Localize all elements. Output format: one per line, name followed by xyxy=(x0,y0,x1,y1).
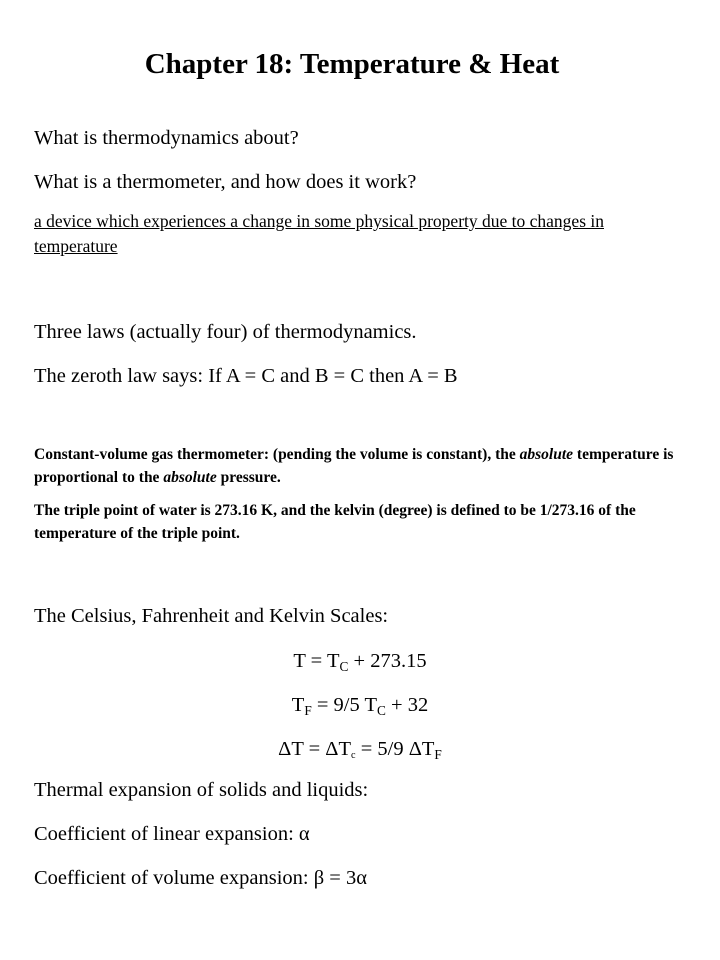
equation-delta: $\Delta T = \Delta T_c = 5/9$ $\Delta T_F$ xyxy=(278,738,442,762)
equation-fahrenheit: $T_F = 9/5$ $T_C + 32$ xyxy=(291,694,429,718)
three-laws-text: Three laws (actually four) of thermodynamics. xyxy=(34,321,417,343)
thermometer-definition: a device which experiences a change in some physical property due to changes in temperature xyxy=(34,211,604,256)
question-thermometer: What is a thermometer, and how does it work? xyxy=(34,171,417,193)
triple-point-text: The triple point of water is 273.16 K, and the kelvin (degree) is defined to be 1/273.16 of the temperature of the triple point. xyxy=(34,502,636,542)
zeroth-law-text: The zeroth law says: If A = C and B = C then A = B xyxy=(34,365,458,387)
thermal-expansion-heading: Thermal expansion of solids and liquids: xyxy=(34,779,369,801)
scales-heading: The Celsius, Fahrenheit and Kelvin Scales: xyxy=(34,605,389,627)
page-title: Chapter 18: Temperature & Heat xyxy=(144,48,560,80)
absolute-emphasis: absolute xyxy=(163,469,217,486)
absolute-emphasis: absolute xyxy=(519,446,574,463)
volume-expansion-text: Coefficient of volume expansion: β = 3α xyxy=(34,867,367,889)
equation-kelvin: $T = T_C + 273.15$ xyxy=(293,650,427,674)
linear-expansion-text: Coefficient of linear expansion: α xyxy=(34,823,310,845)
question-thermodynamics: What is thermodynamics about? xyxy=(34,127,299,149)
gas-thermometer-text: Constant-volume gas thermometer: (pending the volume is constant), the absolute temperature is proportional to the absolute pressure. xyxy=(34,446,674,486)
